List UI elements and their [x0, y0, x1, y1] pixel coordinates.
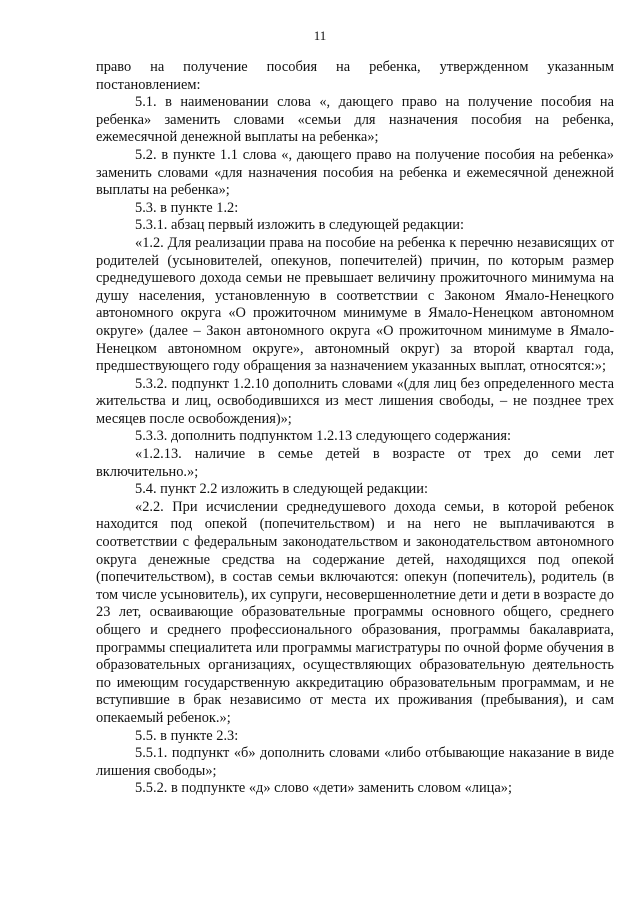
paragraph: 5.5.1. подпункт «б» дополнить словами «либо отбывающие наказание в виде лишения свободы»; [96, 745, 614, 779]
paragraph: 5.3.1. абзац первый изложить в следующей редакции: [135, 217, 464, 234]
document-body [96, 59, 614, 798]
paragraph: 5.3. в пункте 1.2: [135, 199, 239, 216]
paragraph: «2.2. При исчислении среднедушевого дохода семьи, в которой ребенок находится под опекой (попечительством) и на него не выплачиваются в соответствии с федеральным законодательством и законодательством автономного округа денежные средства на содержание детей, находящихся под опекой (попечительством), в состав семьи включаются: опекун (попечитель), родитель (в том числе усыновитель), их супруги, несовершеннолетние дети и дети в возрасте до 23 лет, осваивающие образовательные программы основного общего, среднего общего и среднего профессионального образования, программы бакалавриата, программы специалитета или программы магистратуры по очной форме обучения в образовательных организациях, осуществляющих образовательную деятельность по имеющим государственную аккредитацию образовательным программам, и не вступившие в брак независимо от места их проживания (пребывания), и сам опекаемый ребенок.»; [96, 498, 614, 726]
paragraph: 5.5.2. в подпункте «д» слово «дети» заменить словом «лица»; [135, 780, 512, 797]
page-number: 11 [313, 28, 327, 43]
paragraph: «1.2.13. наличие в семье детей в возрасте от трех до семи лет включительно.»; [96, 446, 614, 480]
paragraph: 5.5. в пункте 2.3: [135, 727, 239, 744]
paragraph: право на получение пособия на ребенка, утвержденном указанным постановлением: [96, 59, 614, 93]
paragraph: 5.3.3. дополнить подпунктом 1.2.13 следующего содержания: [135, 428, 511, 445]
paragraph: 5.1. в наименовании слова «, дающего право на получение пособия на ребенка» заменить словами «семьи для назначения пособия на ребенка, ежемесячной денежной выплаты на ребенка»; [96, 94, 614, 146]
paragraph: 5.2. в пункте 1.1 слова «, дающего право на получение пособия на ребенка» заменить словами «для назначения пособия на ребенка и ежемесячной денежной выплаты на ребенка»; [96, 146, 614, 199]
paragraph: 5.4. пункт 2.2 изложить в следующей редакции: [135, 481, 428, 498]
paragraph: «1.2. Для реализации права на пособие на ребенка к перечню независящих от родителей (усыновителей, опекунов, попечителей) причин, по которым размер среднедушевого дохода семьи не превышает величину прожиточного минимума на душу населения, установленную в соответствии с Законом Ямало-Ненецкого автономного округа «О прожиточном минимуме в Ямало-Ненецком автономном округе» (далее – Закон автономного округа «О прожиточном минимуме в Ямало-Ненецком автономном округе», автономный округ) за второй квартал года, предшествующего году обращения за назначением указанных выплат, относятся:»; [96, 234, 614, 375]
paragraph: 5.3.2. подпункт 1.2.10 дополнить словами «(для лиц без определенного места жительства и лиц, освободившихся из мест лишения свободы, – не позднее трех месяцев после освобождения)»; [96, 375, 614, 427]
